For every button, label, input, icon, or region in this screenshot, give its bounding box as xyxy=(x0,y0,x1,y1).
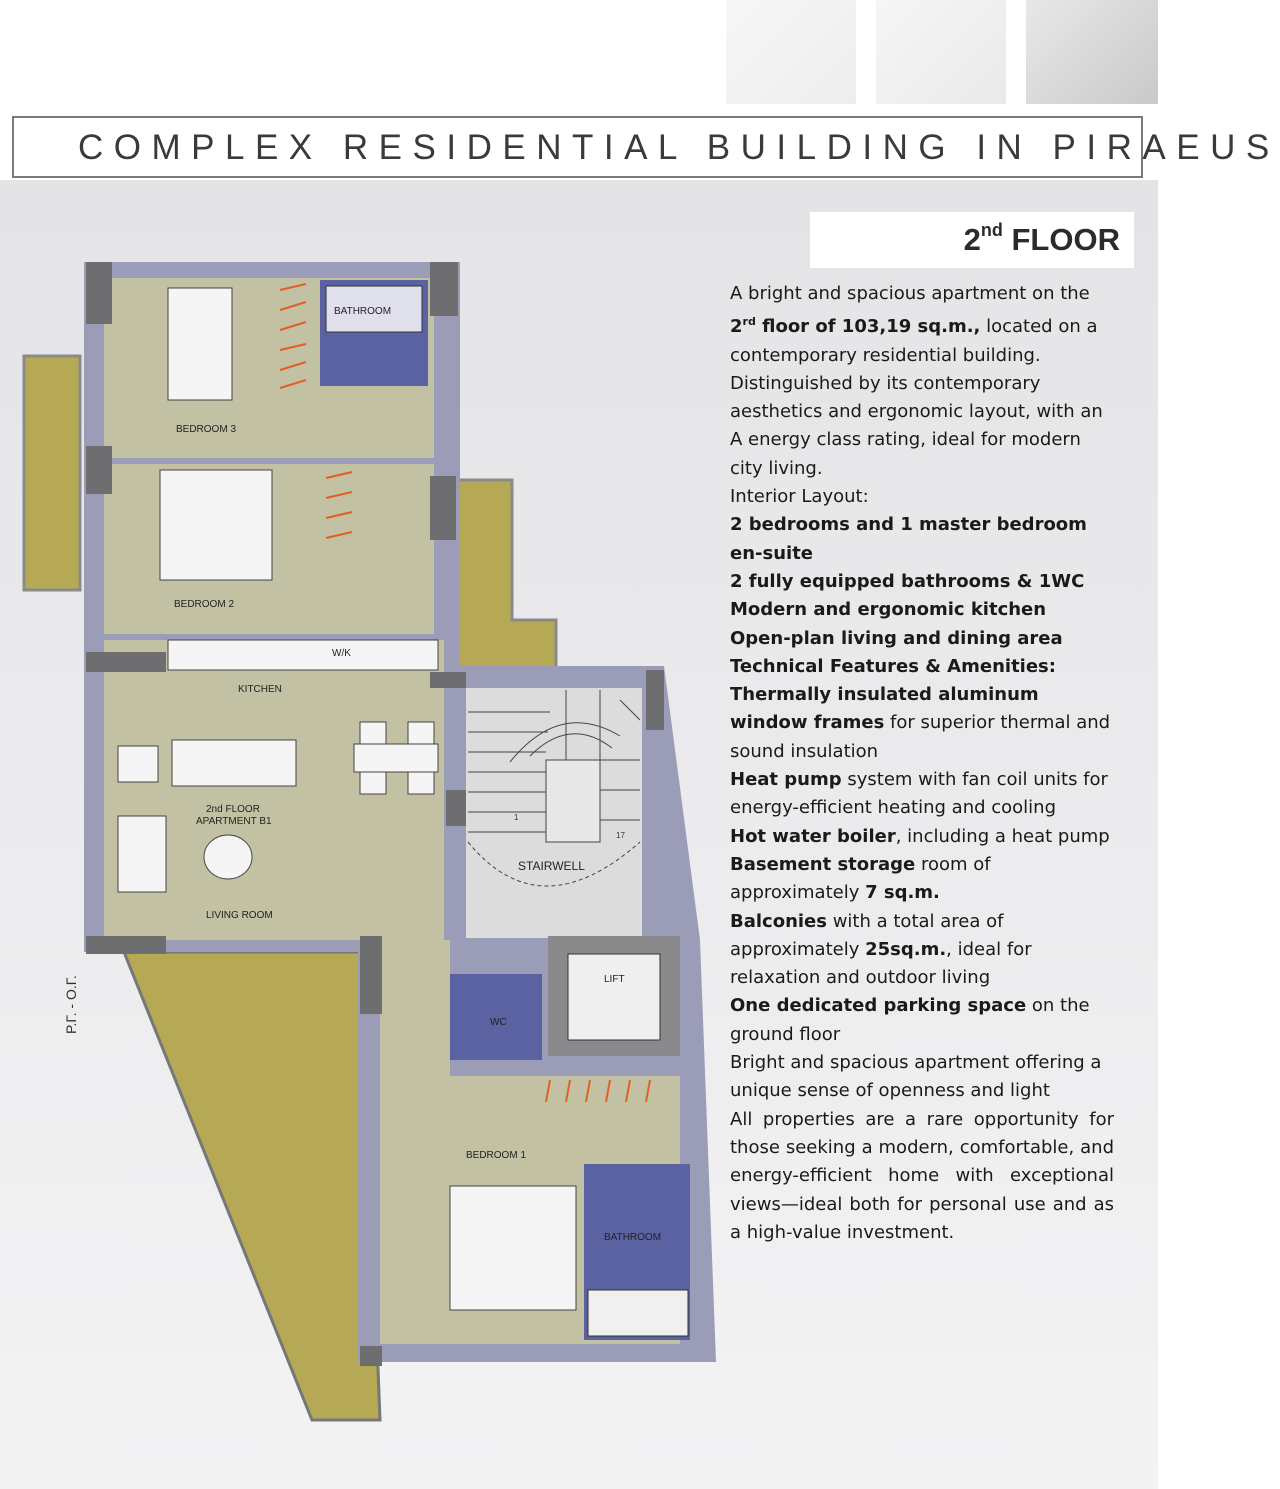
interior-item: 2 bedrooms and 1 master bedroom en-suite xyxy=(730,514,1087,564)
floor-number: 2 xyxy=(963,222,981,257)
label-living: LIVING ROOM xyxy=(206,910,273,921)
plan-side-label: Ρ.Γ. - Ο.Γ. xyxy=(63,975,79,1034)
stair-last: 17 xyxy=(616,831,625,840)
balcony-bottom xyxy=(124,952,380,1420)
decor-square xyxy=(726,0,856,104)
label-bathroom-bottom: BATHROOM xyxy=(604,1232,662,1243)
label-bathroom-top: BATHROOM xyxy=(334,306,392,317)
label-apartment-1: 2nd FLOOR xyxy=(206,804,260,815)
intro-text: A bright and spacious apartment on the xyxy=(730,283,1090,304)
decor-square xyxy=(1026,0,1158,104)
closing-paragraph: All properties are a rare opportunity for those seeking a modern, comfortable, and energy-efficient home with exceptional views—ideal both for personal use and as a high-value investment. xyxy=(730,1108,1114,1243)
feature-windows: Thermally insulated aluminum window frames for superior thermal and sound insulation xyxy=(730,684,1111,762)
bathtub xyxy=(588,1290,688,1336)
stair-first: 1 xyxy=(514,813,519,822)
closing-line: Bright and spacious apartment offering a unique sense of openness and light xyxy=(730,1052,1102,1102)
interior-item: Modern and ergonomic kitchen xyxy=(730,599,1047,621)
balcony-left xyxy=(24,356,80,590)
balcony-right xyxy=(456,480,556,672)
page-title: COMPLEX RESIDENTIAL BUILDING IN PIRAEUS xyxy=(78,128,1280,167)
label-wk: W/K xyxy=(332,648,351,659)
lift-cabin xyxy=(568,954,660,1040)
intro-text-2: located on a contemporary residential building. Distinguished by its contemporary aesthetics and ergonomic layout, with an A energy class rating, ideal for modern city living. xyxy=(730,316,1103,479)
description xyxy=(730,280,1114,1247)
label-apartment-2: APARTMENT B1 xyxy=(196,816,272,827)
intro-floor: 2rd floor of 103,19 sq.m., xyxy=(730,315,981,338)
tech-heading: Technical Features & Amenities: xyxy=(730,655,1056,677)
label-bedroom2: BEDROOM 2 xyxy=(174,599,235,610)
interior-heading: Interior Layout: xyxy=(730,486,869,508)
label-lift: LIFT xyxy=(604,974,625,985)
interior-item: Open-plan living and dining area xyxy=(730,627,1063,649)
floor-plan xyxy=(10,255,730,1425)
feature-boiler: Hot water boiler, including a heat pump xyxy=(730,825,1110,847)
feature-parking: One dedicated parking space on the ground floor xyxy=(730,995,1090,1045)
floor-word: FLOOR xyxy=(1011,222,1120,257)
label-wc: WC xyxy=(490,1017,507,1028)
label-bedroom3: BEDROOM 3 xyxy=(176,424,237,435)
floor-suffix: nd xyxy=(980,220,1003,240)
label-stairwell: STAIRWELL xyxy=(518,859,585,873)
floor-label xyxy=(964,222,1120,258)
label-kitchen: KITCHEN xyxy=(238,684,282,695)
label-bedroom1: BEDROOM 1 xyxy=(466,1150,527,1161)
feature-heatpump: Heat pump system with fan coil units for energy-efficient heating and cooling xyxy=(730,769,1108,819)
feature-balconies: Balconies with a total area of approximately 25sq.m., ideal for relaxation and outdoor living xyxy=(730,910,1032,989)
feature-storage: Basement storage room of approximately 7 sq.m. xyxy=(730,853,991,904)
corridor-area xyxy=(380,940,450,1080)
intro-paragraph xyxy=(730,280,1114,483)
interior-item: 2 fully equipped bathrooms & 1WC xyxy=(730,570,1085,592)
decor-square xyxy=(876,0,1006,104)
